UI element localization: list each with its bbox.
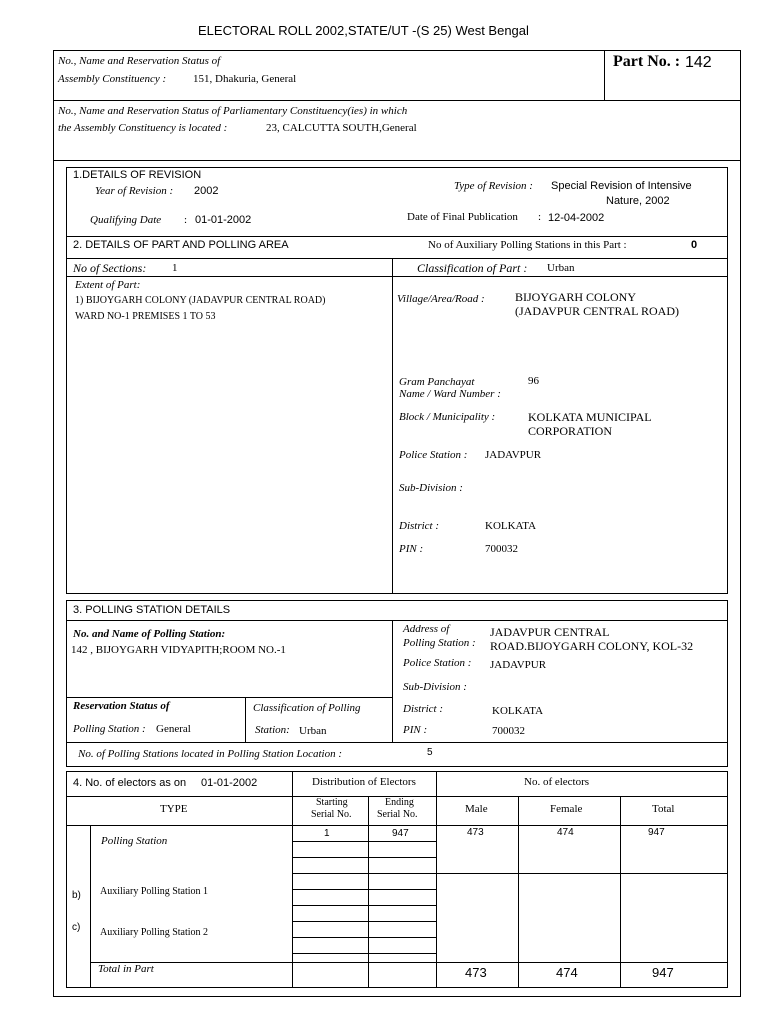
serial-subrow-line	[292, 841, 436, 842]
electors-total-divider	[90, 962, 728, 963]
final-publication-label: Date of Final Publication	[407, 211, 518, 223]
ps-heading-divider	[66, 620, 728, 621]
ps-count-label: No. of Polling Stations located in Polling Station Location :	[78, 748, 342, 760]
part-subdivision-label: Sub-Division :	[399, 482, 463, 494]
pc-label-2: the Assembly Constituency is located :	[58, 122, 228, 134]
ps-name-label: No. and Name of Polling Station:	[73, 628, 226, 640]
ac-label-1: No., Name and Reservation Status of	[58, 55, 221, 67]
electors-heading: 4. No. of electors as on	[73, 777, 187, 789]
type-header: TYPE	[160, 803, 188, 815]
ps-police-value: JADAVPUR	[490, 659, 547, 671]
part-district-value: KOLKATA	[485, 520, 537, 532]
qualifying-date-colon: :	[184, 214, 188, 226]
ps-address-line-1: JADAVPUR CENTRAL	[490, 625, 610, 639]
gram-panchayat-label-2: Name / Ward Number :	[399, 388, 501, 400]
part-heading: 2. DETAILS OF PART AND POLLING AREA	[73, 239, 289, 251]
serial-subrow-line	[292, 873, 728, 874]
total-in-part-label: Total in Part	[98, 963, 154, 975]
final-publication-colon: :	[538, 211, 542, 223]
part-divider	[604, 50, 605, 101]
ps-police-label: Police Station :	[403, 657, 472, 669]
part-no-value: 142	[685, 54, 712, 71]
total-header: Total	[652, 803, 675, 815]
serial-subrow-line	[292, 953, 436, 954]
pc-value: 23, CALCUTTA SOUTH,General	[266, 122, 417, 134]
serial-subrow-line	[292, 857, 436, 858]
row-polling-station-female: 474	[557, 827, 574, 838]
extent-line-2: WARD NO-1 PREMISES 1 TO 53	[75, 311, 216, 322]
extent-label: Extent of Part:	[75, 279, 141, 291]
block-label: Block / Municipality :	[399, 411, 496, 423]
part-classification-value: Urban	[547, 262, 575, 274]
type-column-divider	[292, 771, 293, 988]
qualifying-date-label: Qualifying Date	[90, 214, 162, 226]
electors-header-divider	[66, 825, 728, 826]
part-pin-value: 700032	[485, 543, 518, 555]
revision-type-label: Type of Revision :	[454, 180, 533, 192]
part-classification-label: Classification of Part :	[417, 261, 528, 275]
end-header-1: Ending	[385, 797, 414, 808]
total-male: 473	[465, 965, 487, 980]
sections-label: No of Sections:	[73, 261, 147, 275]
part-column-divider	[392, 258, 393, 594]
ps-count-value: 5	[427, 747, 433, 758]
serial-subrow-line	[292, 889, 436, 890]
ps-reservation-divider	[66, 697, 392, 698]
revision-type-value-1: Special Revision of Intensive	[551, 180, 692, 192]
block-value-1: KOLKATA MUNICIPAL	[528, 410, 652, 424]
marker-column-divider	[90, 825, 91, 988]
year-value: 2002	[194, 185, 219, 197]
sections-value: 1	[172, 262, 178, 274]
row-polling-station-total: 947	[648, 827, 665, 838]
start-header-2: Serial No.	[311, 809, 352, 820]
ps-address-label-2: Polling Station :	[403, 637, 476, 649]
revision-type-value-2: Nature, 2002	[606, 195, 670, 207]
ps-reservation-label-2: Polling Station :	[73, 723, 146, 735]
male-header: Male	[465, 803, 488, 815]
gram-panchayat-value: 96	[528, 375, 539, 387]
row-aux-1-label: Auxiliary Polling Station 1	[100, 886, 209, 897]
ps-classification-label-1: Classification of Polling	[253, 702, 361, 714]
ps-address-label-1: Address of	[403, 623, 450, 635]
ps-count-divider	[66, 742, 728, 743]
part-pin-label: PIN :	[399, 543, 424, 555]
part-heading-divider	[66, 258, 728, 259]
aux-stations-value: 0	[691, 239, 698, 251]
male-column-divider	[518, 796, 519, 988]
total-female: 474	[556, 965, 578, 980]
distribution-header: Distribution of Electors	[312, 776, 416, 788]
ps-reservation-label-1: Reservation Status of	[73, 700, 170, 712]
ps-name-value: 142 , BIJOYGARH VIDYAPITH;ROOM NO.-1	[71, 644, 286, 656]
electors-group-divider	[292, 796, 728, 797]
ps-district-label: District :	[403, 703, 444, 715]
part-police-value: JADAVPUR	[485, 449, 542, 461]
ps-address-line-2: ROAD.BIJOYGARH COLONY, KOL-32	[490, 639, 694, 653]
aux-stations-label: No of Auxiliary Polling Stations in this Part :	[428, 239, 627, 251]
year-label: Year of Revision :	[95, 185, 174, 197]
ps-column-divider	[392, 620, 393, 742]
serial-subrow-line	[292, 937, 436, 938]
ac-label-2: Assembly Constituency :	[58, 73, 167, 85]
ps-reservation-value: General	[156, 723, 191, 735]
row-aux-2-marker: c)	[72, 922, 81, 933]
ps-subdivision-label: Sub-Division :	[403, 681, 467, 693]
electors-heading-date: 01-01-2002	[201, 777, 258, 789]
start-header-1: Starting	[316, 797, 348, 808]
row-polling-station-label: Polling Station	[101, 835, 168, 847]
part-no-label: Part No. :	[613, 53, 681, 70]
ps-pin-label: PIN :	[403, 724, 428, 736]
document-title: ELECTORAL ROLL 2002,STATE/UT -(S 25) West Bengal	[198, 23, 529, 38]
row-polling-station-start: 1	[324, 828, 330, 839]
end-header-2: Serial No.	[377, 809, 418, 820]
village-label: Village/Area/Road :	[397, 293, 485, 305]
part-police-label: Police Station :	[399, 449, 468, 461]
electors-heading-divider	[66, 796, 292, 797]
qualifying-date-value: 01-01-2002	[195, 214, 252, 226]
revision-heading: 1.DETAILS OF REVISION	[73, 169, 202, 181]
row-polling-station-end: 947	[392, 828, 409, 839]
end-column-divider	[436, 771, 437, 988]
serial-subrow-line	[292, 921, 436, 922]
part-sections-divider	[66, 276, 728, 277]
ps-classification-divider	[245, 697, 246, 742]
extent-line-1: 1) BIJOYGARH COLONY (JADAVPUR CENTRAL ROAD)	[75, 295, 326, 306]
ps-district-value: KOLKATA	[492, 705, 544, 717]
female-header: Female	[550, 803, 583, 815]
start-column-divider	[368, 796, 369, 988]
ps-pin-value: 700032	[492, 725, 525, 737]
ac-value: 151, Dhakuria, General	[193, 73, 297, 85]
row-aux-2-label: Auxiliary Polling Station 2	[100, 927, 209, 938]
village-line-2: (JADAVPUR CENTRAL ROAD)	[515, 304, 680, 318]
ps-classification-value: Urban	[299, 725, 327, 737]
ps-heading: 3. POLLING STATION DETAILS	[73, 604, 231, 616]
female-column-divider	[620, 796, 621, 988]
row-aux-1-marker: b)	[72, 890, 81, 901]
serial-subrow-line	[292, 905, 436, 906]
block-value-2: CORPORATION	[528, 424, 613, 438]
village-line-1: BIJOYGARH COLONY	[515, 290, 637, 304]
part-district-label: District :	[399, 520, 440, 532]
gram-panchayat-label-1: Gram Panchayat	[399, 376, 475, 388]
ps-classification-label-2: Station:	[255, 724, 290, 736]
final-publication-value: 12-04-2002	[548, 212, 605, 224]
total-total: 947	[652, 965, 674, 980]
header-divider	[53, 100, 741, 101]
no-of-electors-header: No. of electors	[524, 776, 590, 788]
row-polling-station-male: 473	[467, 827, 484, 838]
pc-label-1: No., Name and Reservation Status of Parliamentary Constituency(ies) in which	[58, 105, 408, 117]
